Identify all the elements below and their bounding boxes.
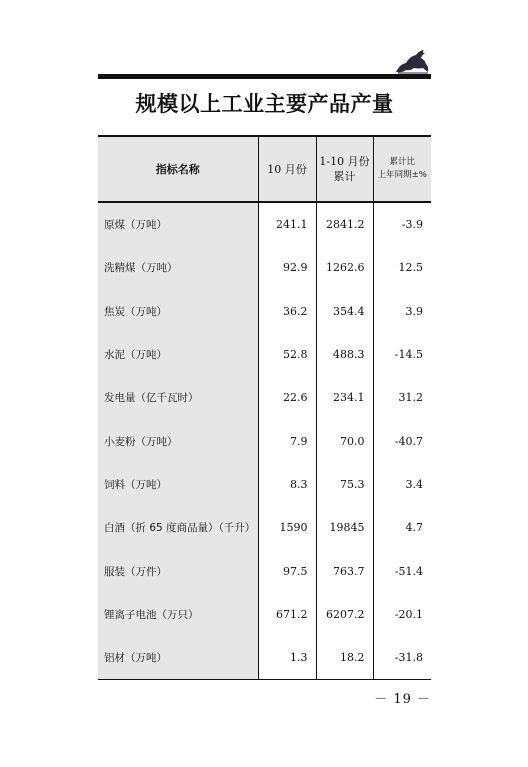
header-cumulative-line1: 1-10 月份: [319, 155, 370, 168]
table-row: [98, 333, 431, 376]
row-month-value: 52.8: [258, 333, 316, 376]
table-row: [98, 506, 431, 549]
row-yoy-value: -40.7: [373, 419, 431, 462]
table-row: [98, 549, 431, 592]
row-name: 锂离子电池（万只）: [98, 593, 258, 636]
row-yoy-value: -14.5: [373, 333, 431, 376]
row-month-value: 241.1: [258, 202, 316, 246]
top-rule: [98, 74, 431, 79]
production-table: [98, 135, 431, 680]
row-cumulative-value: 1262.6: [316, 246, 373, 289]
table-row: [98, 202, 431, 246]
header-cumulative-line2: 累计: [333, 170, 356, 183]
row-name: 铝材（万吨）: [98, 636, 258, 680]
row-yoy-value: -51.4: [373, 549, 431, 592]
header-yoy-line1: 累计比: [389, 157, 415, 167]
row-name: 焦炭（万吨）: [98, 290, 258, 333]
row-cumulative-value: 19845: [316, 506, 373, 549]
row-cumulative-value: 70.0: [316, 419, 373, 462]
page-number: － 19 －: [374, 692, 431, 707]
table-row: [98, 246, 431, 289]
row-name: 小麦粉（万吨）: [98, 419, 258, 462]
row-month-value: 1.3: [258, 636, 316, 680]
row-cumulative-value: 354.4: [316, 290, 373, 333]
row-month-value: 8.3: [258, 463, 316, 506]
row-month-value: 7.9: [258, 419, 316, 462]
table-row: [98, 593, 431, 636]
row-cumulative-value: 234.1: [316, 376, 373, 419]
row-yoy-value: 3.9: [373, 290, 431, 333]
row-month-value: 97.5: [258, 549, 316, 592]
header-yoy: [373, 136, 431, 202]
row-name: 发电量（亿千瓦时）: [98, 376, 258, 419]
row-name: 白酒（折 65 度商品量）（千升）: [98, 506, 258, 549]
table-row: [98, 463, 431, 506]
row-yoy-value: 12.5: [373, 246, 431, 289]
row-yoy-value: -3.9: [373, 202, 431, 246]
row-yoy-value: -20.1: [373, 593, 431, 636]
row-month-value: 36.2: [258, 290, 316, 333]
header-month: 10 月份: [258, 136, 316, 202]
header-yoy-line2: 上年同期±%: [377, 170, 427, 180]
table-row: [98, 419, 431, 462]
row-yoy-value: 31.2: [373, 376, 431, 419]
row-name: 服装（万件）: [98, 549, 258, 592]
table-row: [98, 636, 431, 680]
row-yoy-value: 3.4: [373, 463, 431, 506]
header-name: 指标名称: [98, 136, 258, 202]
row-name: 原煤（万吨）: [98, 202, 258, 246]
row-month-value: 92.9: [258, 246, 316, 289]
row-cumulative-value: 2841.2: [316, 202, 373, 246]
row-yoy-value: -31.8: [373, 636, 431, 680]
row-name: 饲料（万吨）: [98, 463, 258, 506]
row-yoy-value: 4.7: [373, 506, 431, 549]
row-month-value: 671.2: [258, 593, 316, 636]
row-month-value: 1590: [258, 506, 316, 549]
row-name: 洗精煤（万吨）: [98, 246, 258, 289]
row-cumulative-value: 6207.2: [316, 593, 373, 636]
row-cumulative-value: 75.3: [316, 463, 373, 506]
row-cumulative-value: 763.7: [316, 549, 373, 592]
horse-logo-icon: [392, 46, 432, 76]
row-cumulative-value: 18.2: [316, 636, 373, 680]
header-cumulative: [316, 136, 373, 202]
table-row: [98, 290, 431, 333]
table-header-row: [98, 136, 431, 202]
row-name: 水泥（万吨）: [98, 333, 258, 376]
table-row: [98, 376, 431, 419]
page-title: 规模以上工业主要产品产量: [135, 92, 394, 116]
row-cumulative-value: 488.3: [316, 333, 373, 376]
row-month-value: 22.6: [258, 376, 316, 419]
